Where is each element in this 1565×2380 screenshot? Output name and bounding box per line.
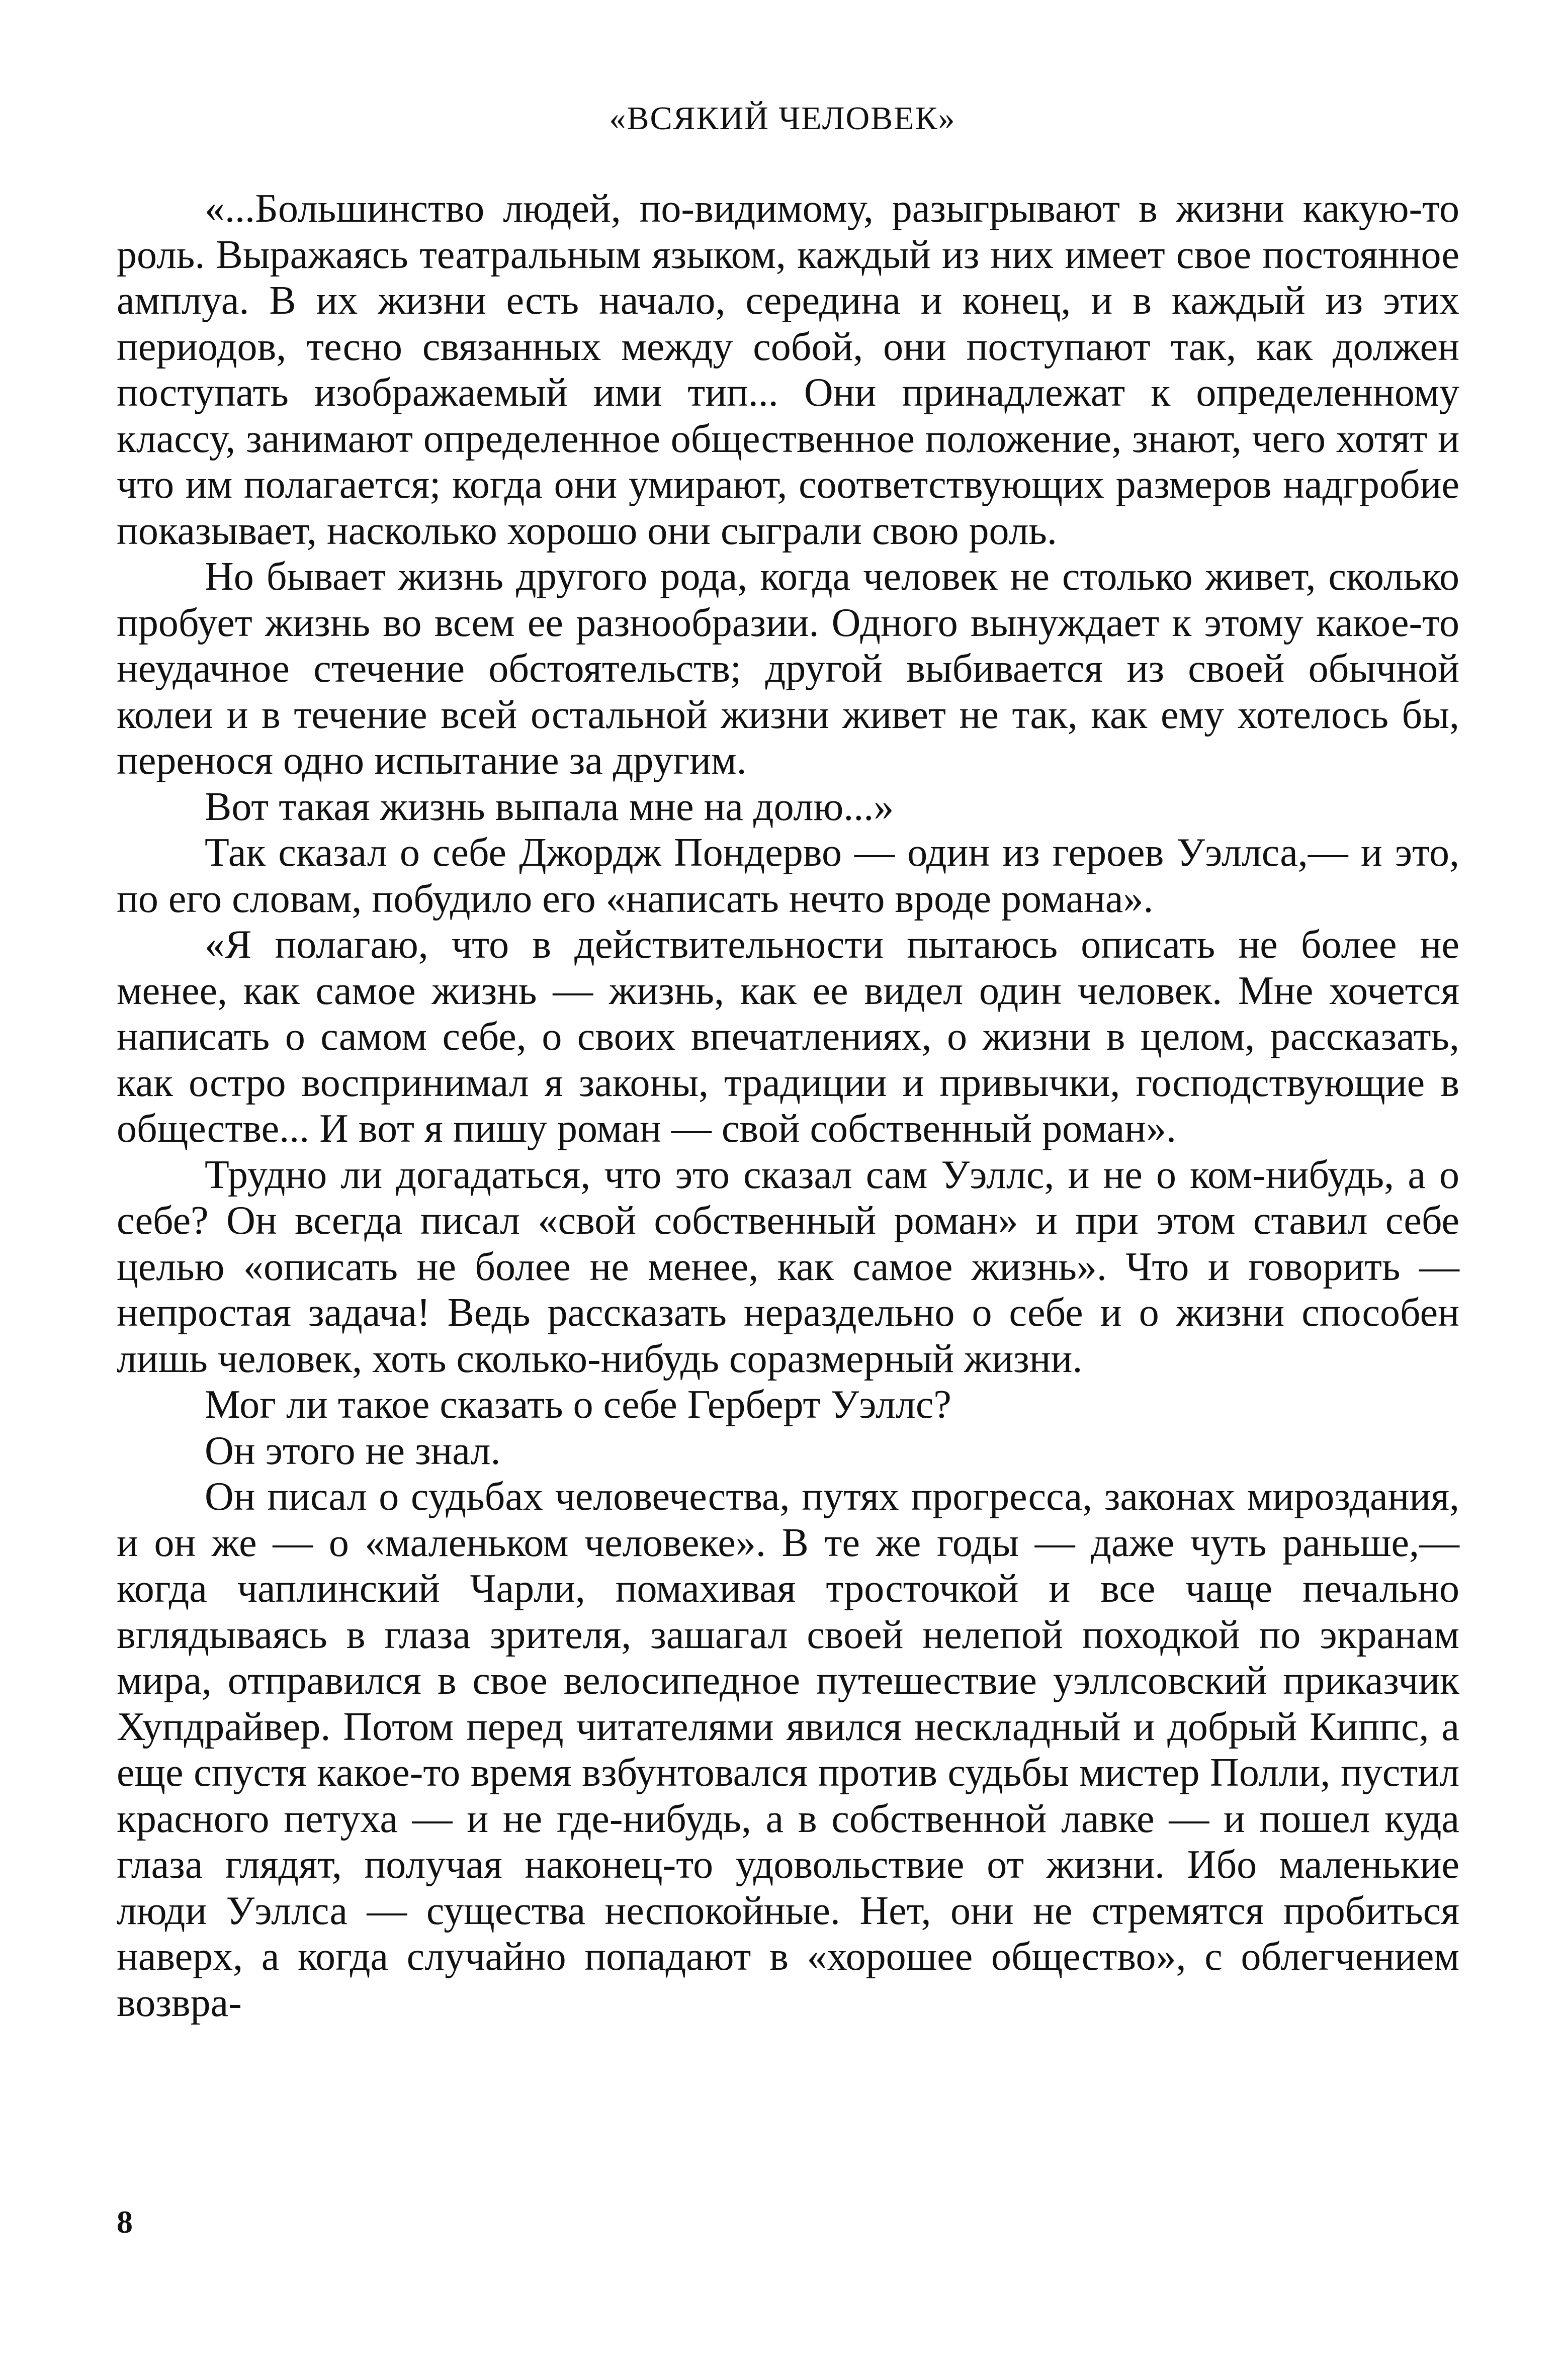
paragraph: Он писал о судьбах человечества, путях прогресса, законах мироздания, и он же — о «маленьком человеке». В те же годы — даже чуть раньше,— когда чаплинский Чарли, помахивая тросточкой и все чаще печально вглядываясь в глаза зрителя, зашагал своей нелепой походкой по экранам мира, отправился в свое велосипедное путешествие уэллсовский приказчик Хупдрайвер. Потом перед читателями явился нескладный и добрый Киппс, а еще спустя какое-то время взбунтовался против судьбы мистер Полли, пустил красного петуха — и не где-нибудь, а в собственной лавке — и пошел куда глаза глядят, получая наконец-то удовольствие от жизни. Ибо маленькие люди Уэллса — существа неспокойные. Нет, они не стремятся пробиться наверх, а когда случайно попадают в «хорошее общество», с облегчением возвра-: [117, 1475, 1459, 2025]
paragraph: Но бывает жизнь другого рода, когда человек не столько живет, сколько пробует жизнь во всем ее разнообразии. Одного вынуждает к этому какое-то неудачное стечение обстоятельств; другой выбивается из своей обычной колеи и в течение всей остальной жизни живет не так, как ему хотелось бы, перенося одно испытание за другим.: [117, 555, 1459, 783]
running-head: «ВСЯКИЙ ЧЕЛОВЕК»: [609, 100, 956, 137]
paragraph: Он этого не знал.: [205, 1428, 501, 1473]
paragraph: Трудно ли догадаться, что это сказал сам Уэллс, и не о ком-нибудь, а о себе? Он всегда писал «свой собственный роман» и при этом ставил себе целью «описать не более не менее, как самое жизнь». Что и говорить — непростая задача! Ведь рассказать нераздельно о себе и о жизни способен лишь человек, хоть сколько-нибудь соразмерный жизни.: [117, 1152, 1459, 1381]
paragraph: Мог ли такое сказать о себе Герберт Уэллс?: [205, 1383, 951, 1427]
page-number: 8: [117, 2204, 133, 2240]
paragraph: «...Большинство людей, по-видимому, разыгрывают в жизни какую-то роль. Выражаясь театральным языком, каждый из них имеет свое постоянное амплуа. В их жизни есть начало, середина и конец, и в каждый из этих периодов, тесно связанных между собой, они поступают так, как должен поступать изображаемый ими тип... Они принадлежат к определенному классу, занимают определенное общественное положение, знают, чего хотят и что им полагается; когда они умирают, соответствующих размеров надгробие показывает, насколько хорошо они сыграли свою роль.: [117, 187, 1459, 553]
body-text: [117, 186, 1459, 2026]
paragraph: Вот такая жизнь выпала мне на долю...»: [205, 784, 894, 829]
paragraph: Так сказал о себе Джордж Пондерво — один из героев Уэллса,— и это, по его словам, побудило его «написать нечто вроде романа».: [117, 831, 1459, 921]
paragraph: «Я полагаю, что в действительности пытаюсь описать не более не менее, как самое жизнь — жизнь, как ее видел один человек. Мне хочется написать о самом себе, о своих впечатлениях, о жизни в целом, рассказать, как остро воспринимал я законы, традиции и привычки, господствующие в обществе... И вот я пишу роман — свой собственный роман».: [117, 923, 1459, 1151]
